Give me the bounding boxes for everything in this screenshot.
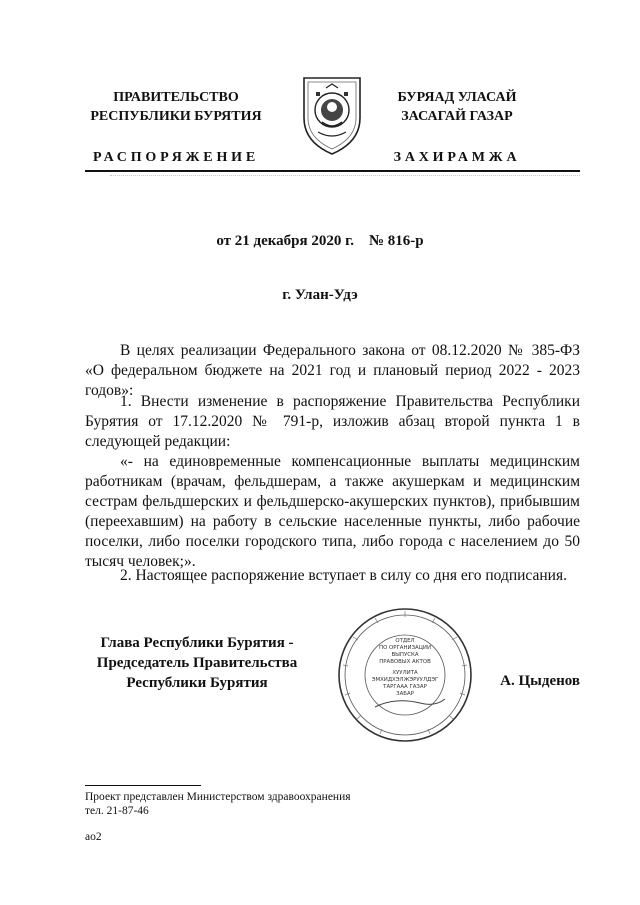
header-left-doc-type: РАСПОРЯЖЕНИЕ (93, 150, 259, 165)
header-right-line-1: БУРЯАД УЛАСАЙ (397, 90, 517, 105)
signatory-title-line-1: Глава Республики Бурятия - (100, 635, 294, 651)
footer-phone: тел. 21-87-46 (85, 805, 149, 817)
official-stamp (335, 605, 475, 745)
footer-rule (85, 785, 201, 786)
signatory-name: А. Цыденов (500, 673, 580, 689)
header-right-doc-type: ЗАХИРАМЖА (393, 150, 521, 165)
item-1-paragraph (85, 392, 580, 572)
signature-scribble (375, 699, 445, 707)
item-1-text: 1. Внести изменение в распоряжение Правительства Республики Бурятия от 17.12.2020 № 791-р, изложив абзац второй пункта 1 в следующей редакции: (85, 393, 580, 450)
header-left-block (60, 88, 292, 167)
header-right-block (372, 88, 542, 167)
stamp-line-2: ПО ОРГАНИЗАЦИИ (379, 645, 431, 651)
stamp-line-6: ЭМХИДХЭЛЖЭРУУЛДЭГ (371, 677, 439, 683)
stamp-line-1: ОТДЕЛ (395, 638, 415, 644)
item-2-paragraph (85, 566, 580, 586)
stamp-line-3: ВЫПУСКА (391, 652, 419, 658)
header-left-line-1: ПРАВИТЕЛЬСТВО (113, 90, 239, 105)
stamp-line-8: ЗАБАР (396, 691, 414, 697)
header-rule (85, 170, 580, 172)
stamp-line-7: ТАРГААА ГАЗАР (383, 684, 427, 690)
signatory-title (72, 633, 322, 693)
quote-text: «- на единовременные компенсационные выплаты медицинским работникам (врачам, фельдшерам, а также акушеркам и медицинским сестрам фельдшерских и фельдшерско-акушерских пунктов), прибывшим (переехавшим) на работу в сельские населенные пункты, либо рабочие поселки, либо поселки городского типа, либо города с населением до 50 тысяч человек;». (85, 453, 580, 570)
header-dotted-rule (110, 175, 580, 176)
intro-text: В целях реализации Федерального закона от 08.12.2020 № 385-ФЗ «О федеральном бюджете на 2021 год и плановый период 2022 - 2023 годов»: (85, 342, 580, 399)
signatory-title-line-3: Республики Бурятия (126, 675, 268, 691)
city-line: г. Улан-Удэ (282, 287, 358, 303)
header-left-line-2: РЕСПУБЛИКИ БУРЯТИЯ (90, 109, 262, 124)
header-right-line-2: ЗАСАГАЙ ГАЗАР (401, 109, 513, 124)
date-number-line: от 21 декабря 2020 г. № 816-р (216, 233, 424, 249)
footer-code: ао2 (85, 831, 102, 843)
footer-prepared-by: Проект представлен Министерством здравоохранения (85, 791, 351, 803)
item-2-text: 2. Настоящее распоряжение вступает в силу со дня его подписания. (120, 567, 567, 584)
stamp-line-5: ХУУЛИТА (392, 670, 418, 676)
coat-of-arms-emblem (296, 72, 368, 158)
signatory-title-line-2: Председатель Правительства (96, 655, 298, 671)
footer-block (85, 790, 351, 844)
stamp-line-4: ПРАВОВЫХ АКТОВ (379, 659, 431, 665)
